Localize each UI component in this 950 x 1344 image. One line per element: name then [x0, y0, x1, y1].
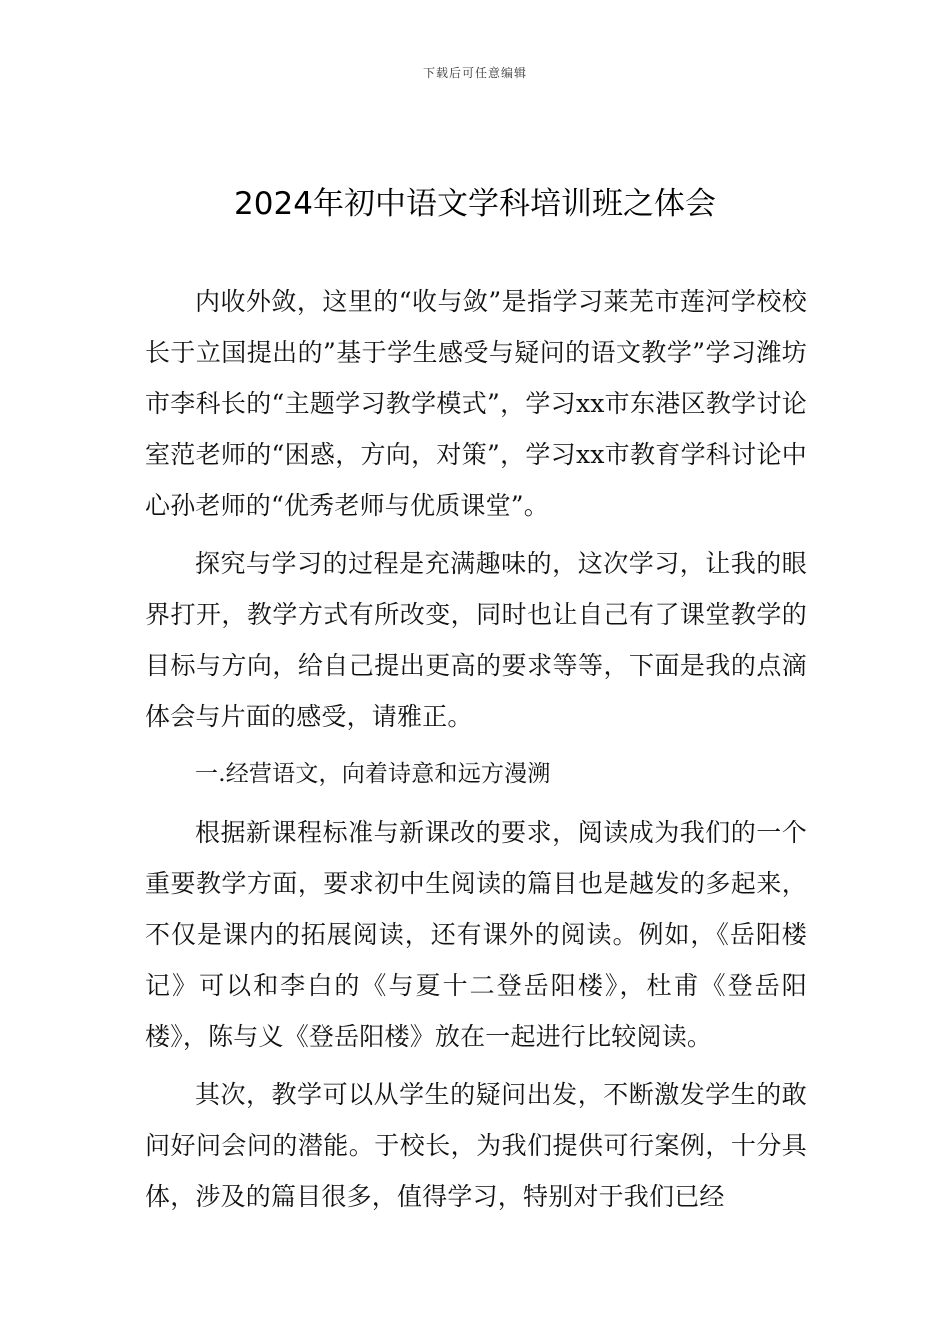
section-heading: 一.经营语文，向着诗意和远方漫溯 — [195, 761, 551, 787]
document-body — [145, 276, 807, 1229]
paragraph: 内收外敛，这里的“收与敛”是指学习莱芜市莲河学校校长于立国提出的”基于学生感受与疑问的语文教学”学习潍坊市李科长的“主题学习教学模式”，学习xx市东港区教学讨论室范老师的“困惑，方向，对策”，学习xx市教育学科讨论中心孙老师的“优秀老师与优质课堂”。 — [145, 287, 807, 520]
header-note: 下载后可任意编辑 — [422, 66, 527, 80]
paragraph: 其次，教学可以从学生的疑问出发，不断激发学生的敢问好问会问的潜能。于校长，为我们提供可行案例，十分具体，涉及的篇目很多，值得学习，特别对于我们已经 — [145, 1080, 807, 1211]
paragraph: 根据新课程标准与新课改的要求，阅读成为我们的一个重要教学方面，要求初中生阅读的篇目也是越发的多起来，不仅是课内的拓展阅读，还有课外的阅读。例如，《岳阳楼记》可以和李白的《与夏十二登岳阳楼》，杜甫《登岳阳楼》，陈与义《登岳阳楼》放在一起进行比较阅读。 — [145, 818, 807, 1051]
document-title: 2024年初中语文学科培训班之体会 — [234, 186, 716, 222]
paragraph: 探究与学习的过程是充满趣味的，这次学习，让我的眼界打开，教学方式有所改变，同时也让自己有了课堂教学的目标与方向，给自己提出更高的要求等等，下面是我的点滴体会与片面的感受，请雅正。 — [145, 549, 807, 731]
